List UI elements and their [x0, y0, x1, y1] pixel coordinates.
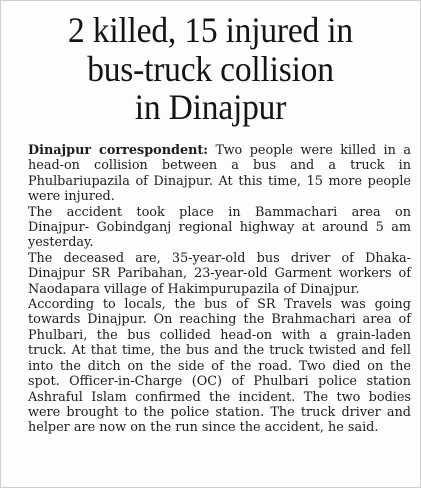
article-line: Phulbariupazila of Dinajpur. At this time, 15 more people [28, 173, 411, 189]
article-line: The deceased are, 35-year-old bus driver of Dhaka- [28, 250, 411, 266]
article-line: Phulbari, the bus collided head-on with a grain-laden [28, 327, 411, 343]
article-line: into the ditch on the side of the road. Two died on the [28, 358, 411, 374]
headline [19, 11, 401, 127]
headline-line-2: bus-truck collision [87, 48, 334, 89]
article-line: According to locals, the bus of SR Travels was going [28, 297, 411, 313]
article-line: helper are now on the run since the accident, he said. [28, 420, 379, 436]
article-line-text: Two people were killed in a [208, 143, 411, 158]
headline-line-3: in Dinajpur [134, 87, 287, 127]
article-line: Naodapara village of Hakimpurupazila of Dinajpur. [28, 281, 360, 297]
article-paragraph-3 [28, 251, 411, 297]
article-paragraph-1 [28, 143, 411, 205]
article-line: yesterday. [28, 235, 94, 251]
article-paragraph-4 [28, 297, 411, 436]
article-line: Dinajpur- Gobindganj regional highway at around 5 am [28, 220, 411, 236]
article-line: Ashraful Islam confirmed the incident. The two bodies [28, 389, 411, 405]
article-line: truck. At that time, the bus and the truck twisted and fell [28, 343, 411, 359]
article-line: were injured. [28, 189, 115, 205]
dateline: Dinajpur correspondent: [28, 143, 209, 158]
article-line: The accident took place in Bammachari area on [28, 204, 411, 220]
article-line: towards Dinajpur. On reaching the Brahmachari area of [28, 312, 411, 328]
article-line [28, 143, 411, 158]
article-body [28, 143, 411, 436]
article-line: Dinajpur SR Paribahan, 23-year-old Garment workers of [28, 266, 411, 282]
headline-line-1: 2 killed, 15 injured in [68, 10, 353, 50]
article-line: spot. Officer-in-Charge (OC) of Phulbari police station [28, 374, 411, 390]
article-line: head-on collision between a bus and a truck in [28, 158, 411, 174]
article-line: were brought to the police station. The truck driver and [28, 404, 411, 420]
article-paragraph-2 [28, 205, 411, 251]
